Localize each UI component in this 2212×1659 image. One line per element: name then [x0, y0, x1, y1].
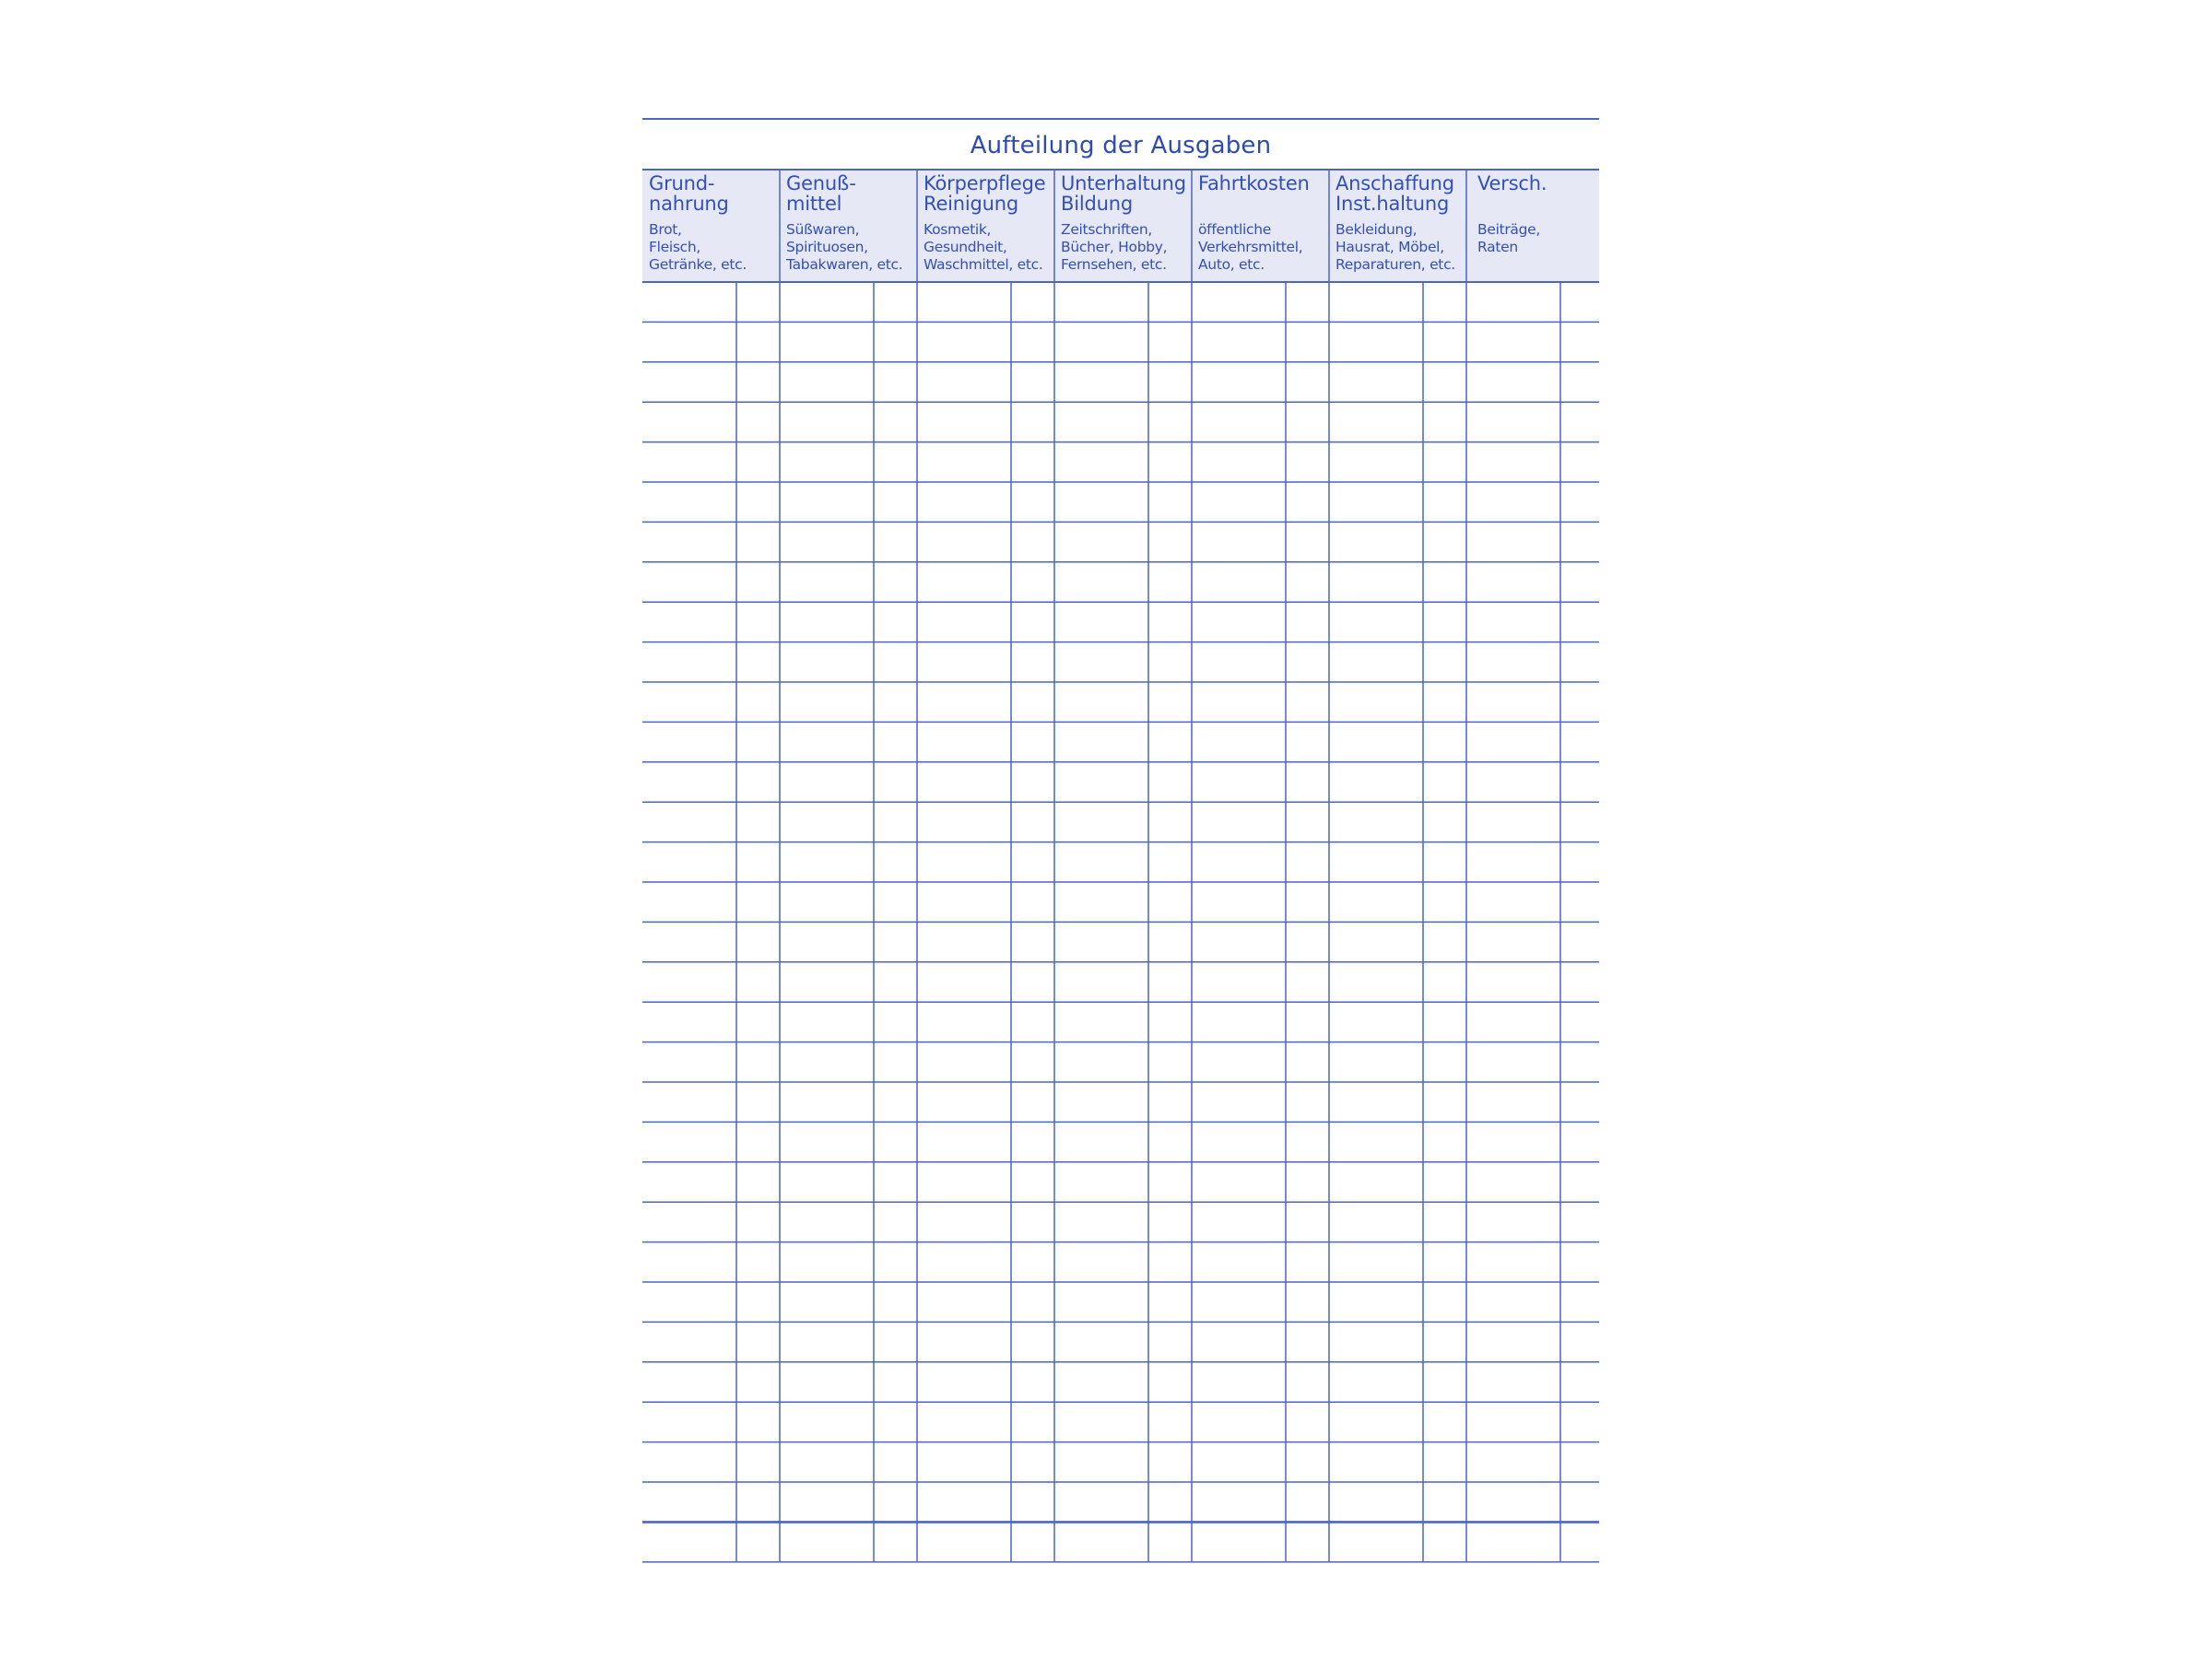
column-subtitle: Bekleidung, Hausrat, Möbel, Reparaturen, etc. — [1335, 221, 1455, 273]
column-title: Genuß- mittel — [786, 172, 856, 215]
column-title: Grund- nahrung — [649, 172, 729, 215]
column-title: Versch. — [1477, 172, 1547, 194]
column-title: Körperpflege Reinigung — [924, 172, 1046, 215]
column-title: Fahrtkosten — [1198, 172, 1310, 194]
column-title: Unterhaltung Bildung — [1061, 172, 1186, 215]
expense-form-sheet — [642, 118, 1599, 1565]
column-title: Anschaffung Inst.haltung — [1335, 172, 1454, 215]
column-subtitle: Brot, Fleisch, Getränke, etc. — [649, 221, 747, 273]
column-subtitle: Süßwaren, Spirituosen, Tabakwaren, etc. — [786, 221, 903, 273]
form-title: Aufteilung der Ausgaben — [970, 132, 1272, 159]
column-subtitle: Zeitschriften, Bücher, Hobby, Fernsehen, etc. — [1061, 221, 1168, 273]
column-subtitle: öffentliche Verkehrsmittel, Auto, etc. — [1198, 221, 1303, 273]
entry-grid — [642, 118, 1599, 1565]
column-subtitle: Kosmetik, Gesundheit, Waschmittel, etc. — [924, 221, 1043, 273]
column-subtitle: Beiträge, Raten — [1477, 221, 1541, 255]
